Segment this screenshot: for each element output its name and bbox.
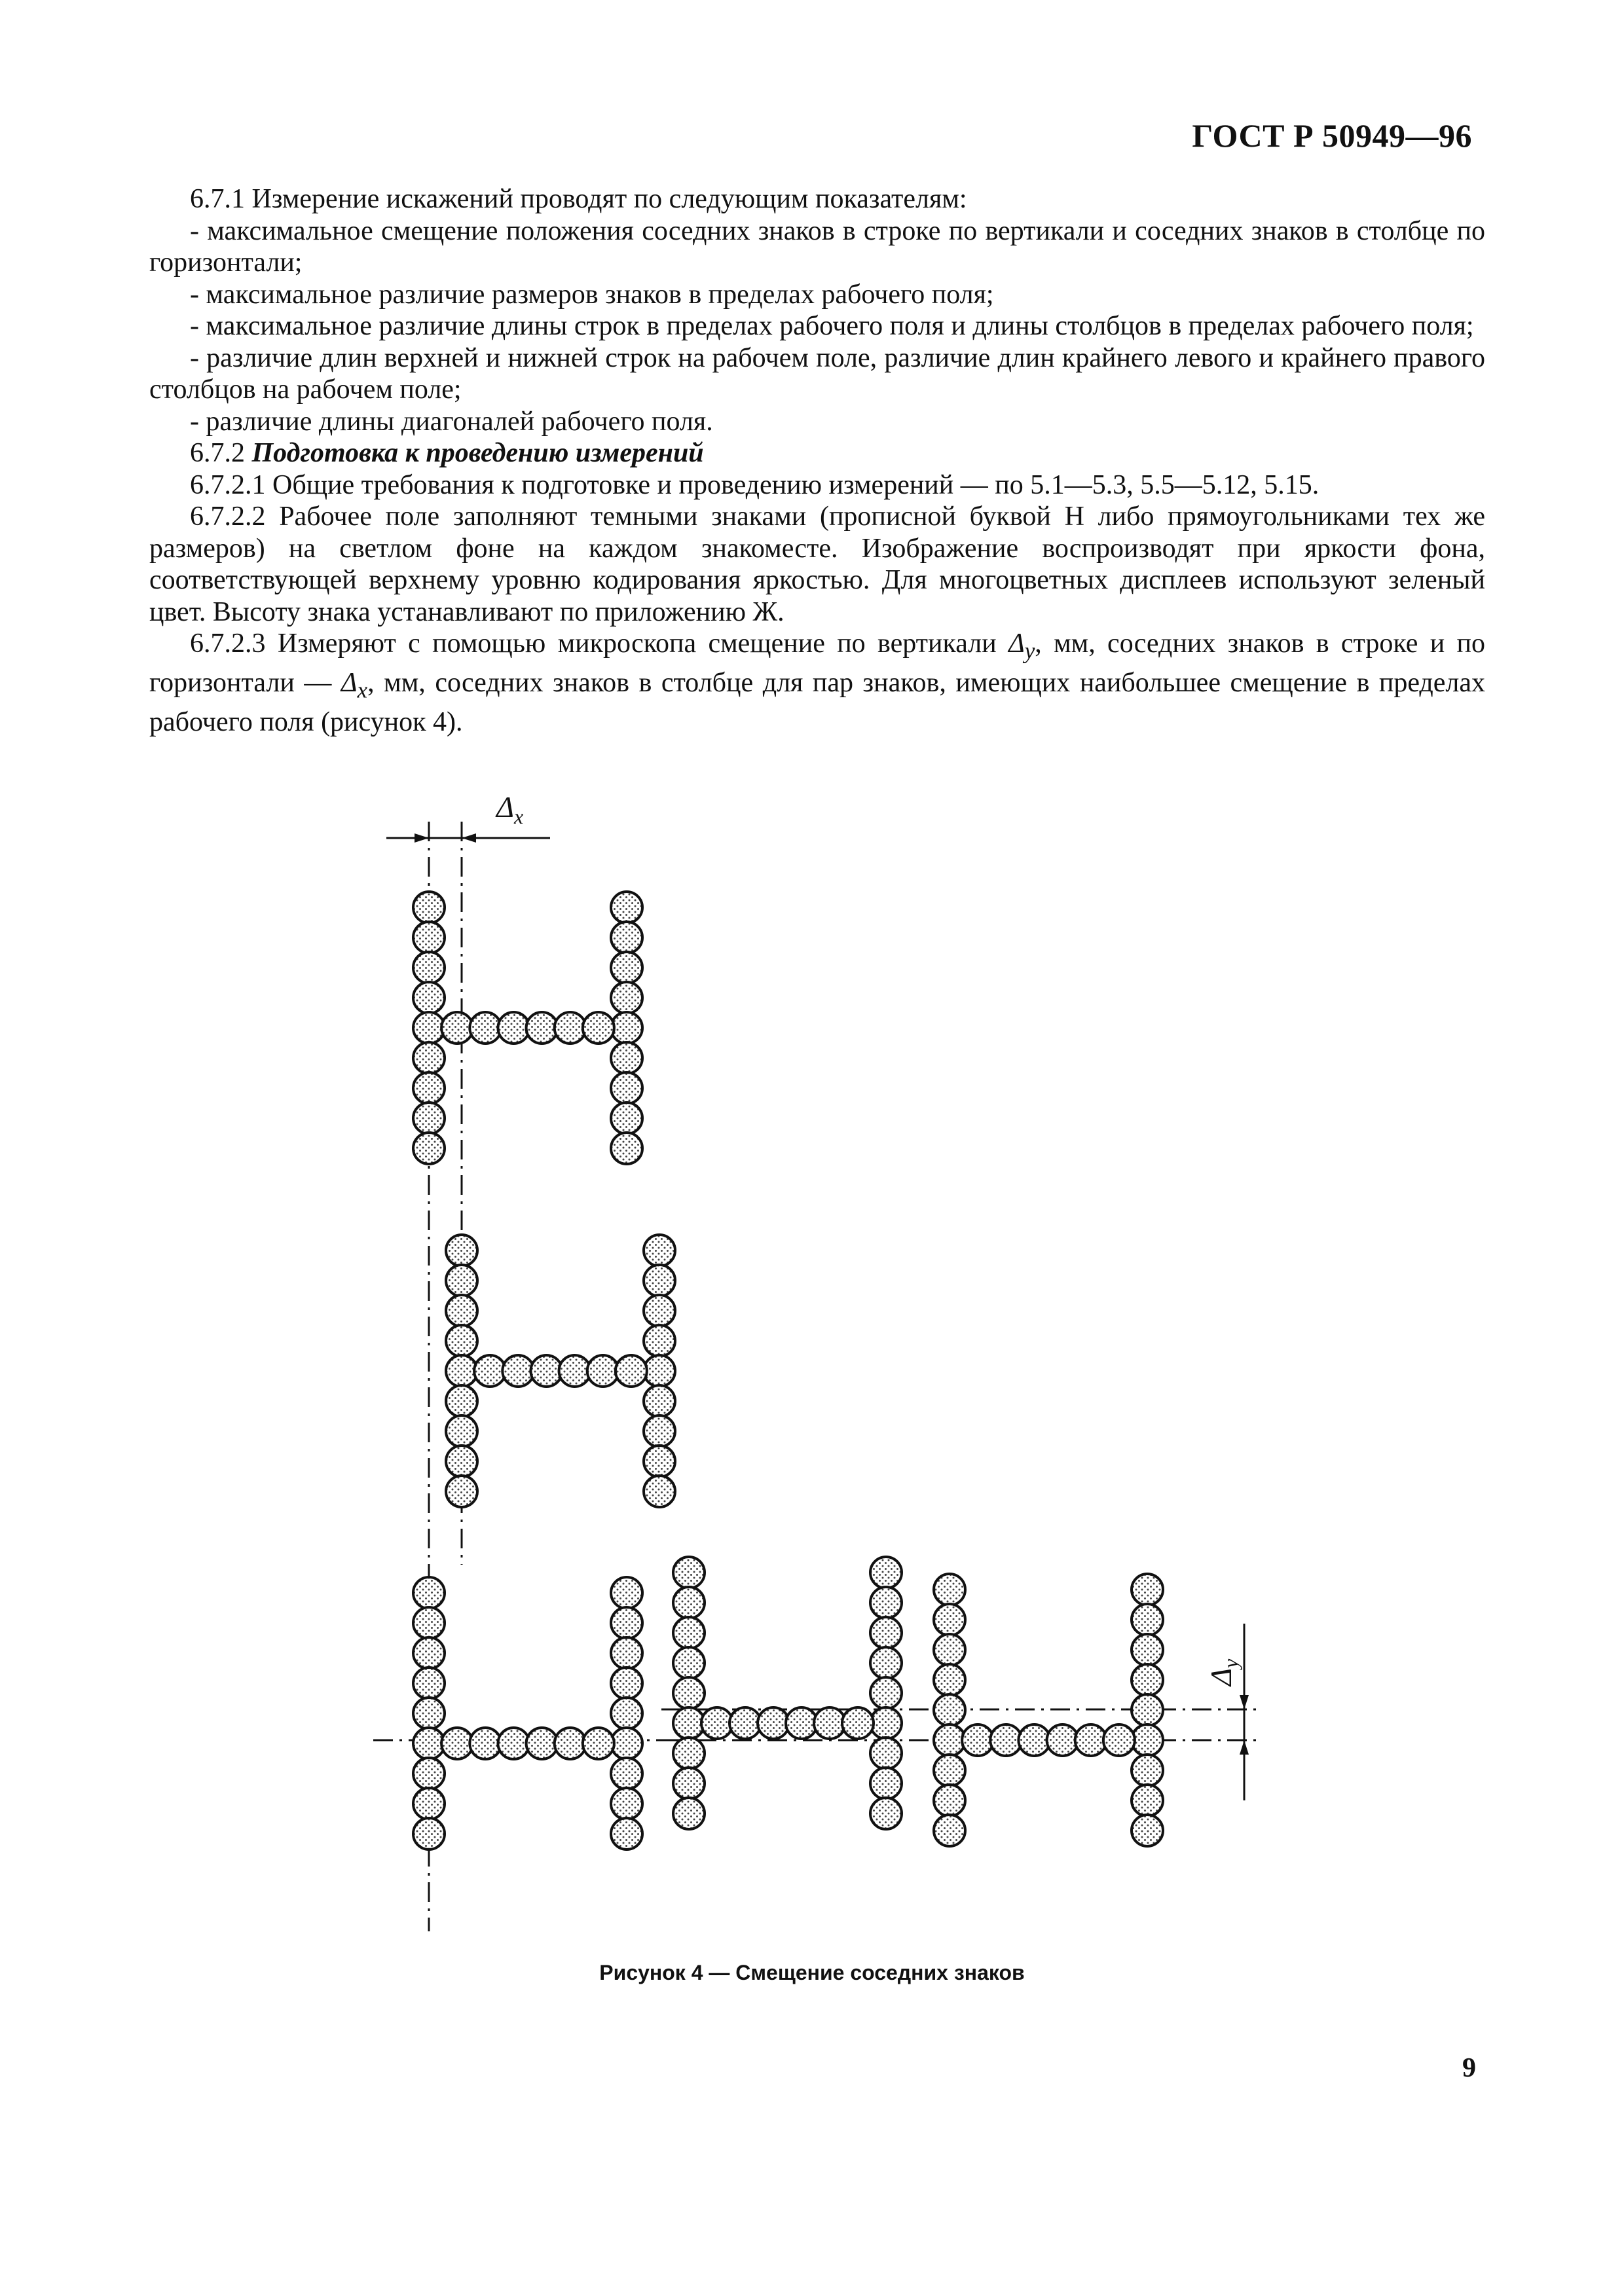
glyph-dot [870,1738,902,1769]
glyph-dot [583,1012,614,1044]
glyph-dot [934,1724,965,1756]
glyph-dot [934,1815,965,1846]
document-code: ГОСТ Р 50949—96 [1192,117,1472,154]
glyph-dot [446,1476,477,1507]
glyph-dot [446,1415,477,1447]
glyph-dot [413,1042,445,1074]
glyph-dot [611,1788,642,1819]
glyph-dot [962,1724,993,1756]
glyph-dot [644,1415,675,1447]
glyph-dot [870,1677,902,1709]
glyph-dot [1132,1604,1163,1635]
glyph-dot [758,1707,789,1739]
glyph-dot [413,1667,445,1699]
glyph-dot [673,1617,705,1649]
label-delta-y: $\Delta_y$ [1204,1658,1242,1686]
glyph-dot [611,1012,642,1044]
glyph-dot [934,1785,965,1816]
glyph-dot [611,892,642,923]
glyph-dot [1018,1724,1050,1756]
glyph-dot [1132,1815,1163,1846]
glyph-dot [1075,1724,1107,1756]
glyph-dot [555,1012,586,1044]
glyph-dot [611,1607,642,1639]
paragraph-6-7-2-2: 6.7.2.2 Рабочее поле заполняют темными знаками (прописной буквой Н либо прямоугольниками тех же размеров) на светлом фоне на каждом знакоместе. Изображение воспроизводят при яркости фона, соответствующей верхнему уровню кодирования яркостью. Для многоцветных дисплеев используют зеленый цвет. Высоту знака устанавливают по приложению Ж. [149,501,1485,627]
glyph-dot [413,1102,445,1134]
delta-subscript: x [357,677,368,703]
arrow-dy-bottom [1240,1740,1249,1755]
glyph-dot [644,1385,675,1417]
text-run: 6.7.2.3 Измеряют с помощью микроскопа смещение по вертикали [190,629,997,659]
glyph-dot [934,1604,965,1635]
glyph-dot [644,1265,675,1296]
glyph-dot [870,1587,902,1618]
glyph-h-top [413,892,642,1164]
glyph-dot [502,1355,534,1387]
glyph-dot [441,1012,473,1044]
glyph-dot [673,1647,705,1679]
glyph-dot [644,1295,675,1326]
glyph-dot [814,1707,845,1739]
glyph-dot [413,1133,445,1164]
delta-symbol: Δ [341,667,358,698]
delta-subscript: y [1024,638,1035,664]
glyph-dot [990,1724,1022,1756]
glyph-dot [644,1355,675,1387]
glyph-dot [729,1707,761,1739]
glyph-dot [413,1607,445,1639]
glyph-dot [870,1617,902,1649]
glyph-dot [870,1707,902,1739]
glyph-h-middle [446,1235,675,1507]
glyph-dot [413,922,445,953]
paragraph-6-7-1: 6.7.1 Измерение искажений проводят по следующим показателям: [190,184,967,214]
glyph-dot [446,1355,477,1387]
glyph-dot [611,922,642,953]
glyph-dot [611,1818,642,1850]
glyph-dot [934,1574,965,1605]
glyph-dot [1047,1724,1079,1756]
subsection-number: 6.7.2 [190,438,245,468]
glyph-dot [870,1798,902,1829]
glyph-dot [673,1587,705,1618]
glyph-dot [413,982,445,1013]
glyph-dot [1132,1785,1163,1816]
glyph-dot [611,1042,642,1074]
glyph-dot [474,1355,506,1387]
glyph-dot [498,1012,529,1044]
delta-symbol: Δ [1008,629,1025,659]
glyph-dot [441,1728,473,1759]
glyph-dot [673,1677,705,1709]
arrow-dy-top [1240,1695,1249,1709]
glyph-dot [644,1325,675,1357]
glyph-dot [446,1446,477,1477]
dimension-arrows [415,833,1249,1755]
glyph-dot [611,1102,642,1134]
glyph-dot [611,1758,642,1789]
glyph-dot [446,1235,477,1266]
glyph-dot [870,1768,902,1799]
glyph-dot [1132,1664,1163,1696]
glyph-dot [413,1577,445,1609]
arrow-dx-right [462,833,476,843]
glyph-dot [413,1012,445,1044]
glyph-dot [616,1355,647,1387]
glyph-dot [413,1637,445,1669]
glyph-dot [587,1355,619,1387]
glyph-dot [786,1707,817,1739]
bullet-item: - максимальное смещение положения соседних знаков в строке по вертикали и соседних знаков в столбце по горизонтали; [149,215,1485,278]
glyph-dot [559,1355,591,1387]
glyph-dot [413,892,445,923]
glyph-dot [413,1072,445,1104]
bullet-item: - различие длин верхней и нижней строк на рабочем поле, различие длин крайнего левого и крайнего правого столбцов на рабочем поле; [149,342,1485,405]
glyph-dot [611,952,642,983]
glyph-dot [644,1235,675,1266]
glyph-dot [673,1798,705,1829]
glyph-h-bottom-left [413,1577,642,1850]
glyph-dot [1132,1724,1163,1756]
glyph-dot [446,1295,477,1326]
glyph-dot [701,1707,733,1739]
glyph-dot [526,1012,558,1044]
glyph-dot [446,1325,477,1357]
glyph-dot [934,1694,965,1726]
glyph-dot [413,1788,445,1819]
glyph-dot [611,1133,642,1164]
text-run: , мм, соседних знаков в столбце для пар знаков, имеющих наибольшее смещение в пределах рабочего поля (рисунок 4). [149,667,1486,737]
glyph-dot [673,1768,705,1799]
bullet-item: - различие длины диагоналей рабочего поля. [190,406,713,437]
glyph-dot [1103,1724,1135,1756]
glyph-dot [611,1072,642,1104]
bullet-item: - максимальное различие размеров знаков в пределах рабочего поля; [190,279,994,310]
page-number: 9 [1462,2053,1476,2083]
glyph-dot [934,1755,965,1786]
glyph-dot [1132,1574,1163,1605]
glyph-dot [842,1707,874,1739]
paragraph-6-7-2-1: 6.7.2.1 Общие требования к подготовке и проведению измерений — по 5.1—5.3, 5.5—5.12, 5.15. [190,469,1320,500]
bullet-item: - максимальное различие длины строк в пределах рабочего поля и длины столбцов в пределах рабочего поля; [190,311,1474,341]
glyph-dot [611,1728,642,1759]
glyph-dot [611,1698,642,1729]
glyph-dot [413,1698,445,1729]
glyph-dot [611,1667,642,1699]
glyph-dot [583,1728,614,1759]
figure-caption: Рисунок 4 — Смещение соседних знаков [599,1961,1025,1984]
subsection-title: Подготовка к проведению измерений [251,438,704,468]
glyph-dot [530,1355,562,1387]
glyph-dot [611,1637,642,1669]
label-delta-x: $\Delta_x$ [496,790,524,828]
glyph-dot [446,1385,477,1417]
glyph-dot [526,1728,558,1759]
glyph-dot [555,1728,586,1759]
glyph-dot [470,1012,501,1044]
glyph-dot [413,1728,445,1759]
glyph-dot [1132,1755,1163,1786]
glyph-dot [611,982,642,1013]
arrow-dx-left [415,833,429,843]
glyph-dot [870,1557,902,1588]
glyph-dot [934,1664,965,1696]
glyph-dot [673,1707,705,1739]
glyph-dot [611,1577,642,1609]
glyph-dot [644,1476,675,1507]
glyph-dot [413,1758,445,1789]
glyph-dot [1132,1634,1163,1666]
glyph-dot [498,1728,529,1759]
glyph-dot [644,1446,675,1477]
text-run: , мм, соседних знаков в строке и по горизонтали — [149,629,1486,698]
glyph-dot [673,1557,705,1588]
glyph-dot [934,1634,965,1666]
glyph-dot [870,1647,902,1679]
glyph-dot [470,1728,501,1759]
glyph-dot [673,1738,705,1769]
glyph-dot [413,1818,445,1850]
glyph-h-bottom-middle [673,1557,902,1829]
glyph-dot [446,1265,477,1296]
glyph-dot [1132,1694,1163,1726]
glyph-dot [413,952,445,983]
